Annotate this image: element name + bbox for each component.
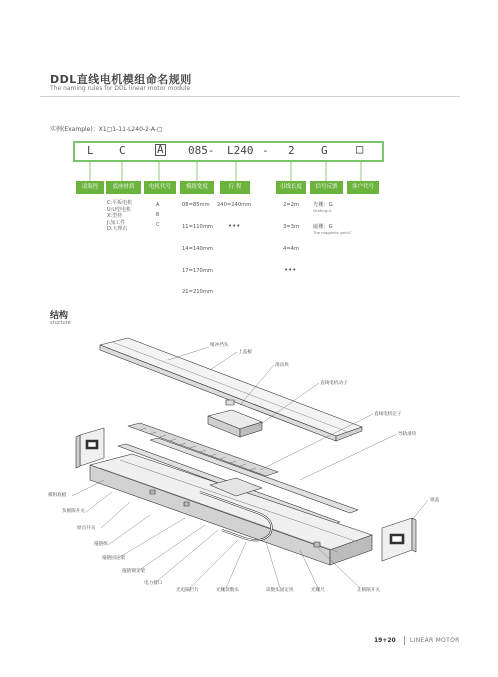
base-material-item: J:加工件 [107,219,126,226]
tag-brand: 凌海徑 [76,181,104,194]
tag-base-material: 底座材质 [106,181,141,194]
stroke-more: ••• [228,222,241,230]
page-number: 19+20 [374,637,396,644]
lead-item: 2=2m [283,202,300,208]
lead-more: ••• [284,266,297,274]
code-char-5: L240 [227,144,254,157]
label-cable-chain: 拖链组 [94,542,108,547]
motor-code-item: C [156,222,160,228]
footer-brand: LINEAR MOTOR [410,637,460,644]
structure-title: 结构 [50,311,69,321]
label-pos-limit: 正极限开关 [357,588,380,593]
base-material-item: C:平板电机 [107,200,133,206]
tag-customer-code: 客户代号 [347,181,379,194]
code-char-8: G [321,144,328,157]
label-chain-steel-bracket: 拖链钢支架 [122,569,145,574]
tag-module-width: 模组宽度 [180,181,214,194]
code-char-9: □ [356,142,364,156]
feedback-optical: 光栅：G [313,202,333,208]
width-item: 08=85mm [182,202,210,208]
code-char-1: L [87,144,94,157]
feedback-magnetic: 磁栅：G [313,224,333,230]
code-char-6: - [262,144,269,157]
code-char-2: C [119,144,126,157]
label-end-cap: 端盖 [430,498,440,503]
label-origin-switch: 原点开关 [77,526,96,531]
motor-code-item: B [156,212,160,218]
label-reader-head: 光栅读数头 [216,588,239,593]
code-char-4: 085- [188,144,215,157]
lead-item: 4=4m [283,246,300,252]
label-guide-block: 导轨滑块 [398,432,417,437]
code-char-7: 2 [288,144,295,157]
width-item: 11=110mm [182,224,213,230]
label-power-port: 电力接口 [144,581,163,586]
base-material-item: U:U型电机 [107,206,132,213]
tag-stroke: 行 程 [220,181,250,194]
label-motor-stator: 直线电机定子 [374,412,402,417]
width-item: 17=170mm [182,268,213,274]
structure-subtitle: stucture [50,320,71,326]
label-slider: 滑动块 [275,363,289,368]
page-title: DDL直线电机模组命名规则 [50,73,192,86]
base-material-item: X:型材 [107,213,123,219]
base-material-item: D:大理石 [107,226,128,232]
label-module-base: 模组底板 [48,493,67,498]
lead-item: 3=3m [283,224,300,230]
label-motor-mover: 直线电机动子 [320,381,348,386]
label-buffer: 缓冲挡头 [210,343,229,348]
feedback-optical-en: Grating:G [313,208,332,213]
stroke-item: 240=240mm [217,202,252,208]
page-subtitle: The naming rules for DDL linear motor module [50,85,191,92]
tag-motor-code: 电机代号 [144,181,176,194]
label-neg-limit: 负极限开关 [62,509,85,514]
width-item: 14=140mm [182,246,213,252]
code-char-3: A [157,143,164,156]
width-item: 21=210mm [182,289,213,295]
example-label: 实例(Example)：X1□1-11-L240-2-A-□ [50,126,163,133]
code-connectors [0,0,498,200]
footer-divider [404,636,405,645]
feedback-magnetic-en: The magnetic grid:C [313,230,352,235]
exploded-view-drawing [0,330,498,620]
motor-code-item: A [156,202,160,208]
tag-lead-length: 引线长度 [276,181,306,194]
label-encoder-strip: 光电隔栏片 [176,588,199,593]
tag-signal-feedback: 信号反馈 [310,181,343,194]
label-top-cover: 上盖板 [238,350,252,355]
label-chain-bracket: 拖链固定架 [102,556,125,561]
label-reader-fix: 读数头固定块 [266,588,294,593]
label-scale: 光栅尺 [311,588,325,593]
